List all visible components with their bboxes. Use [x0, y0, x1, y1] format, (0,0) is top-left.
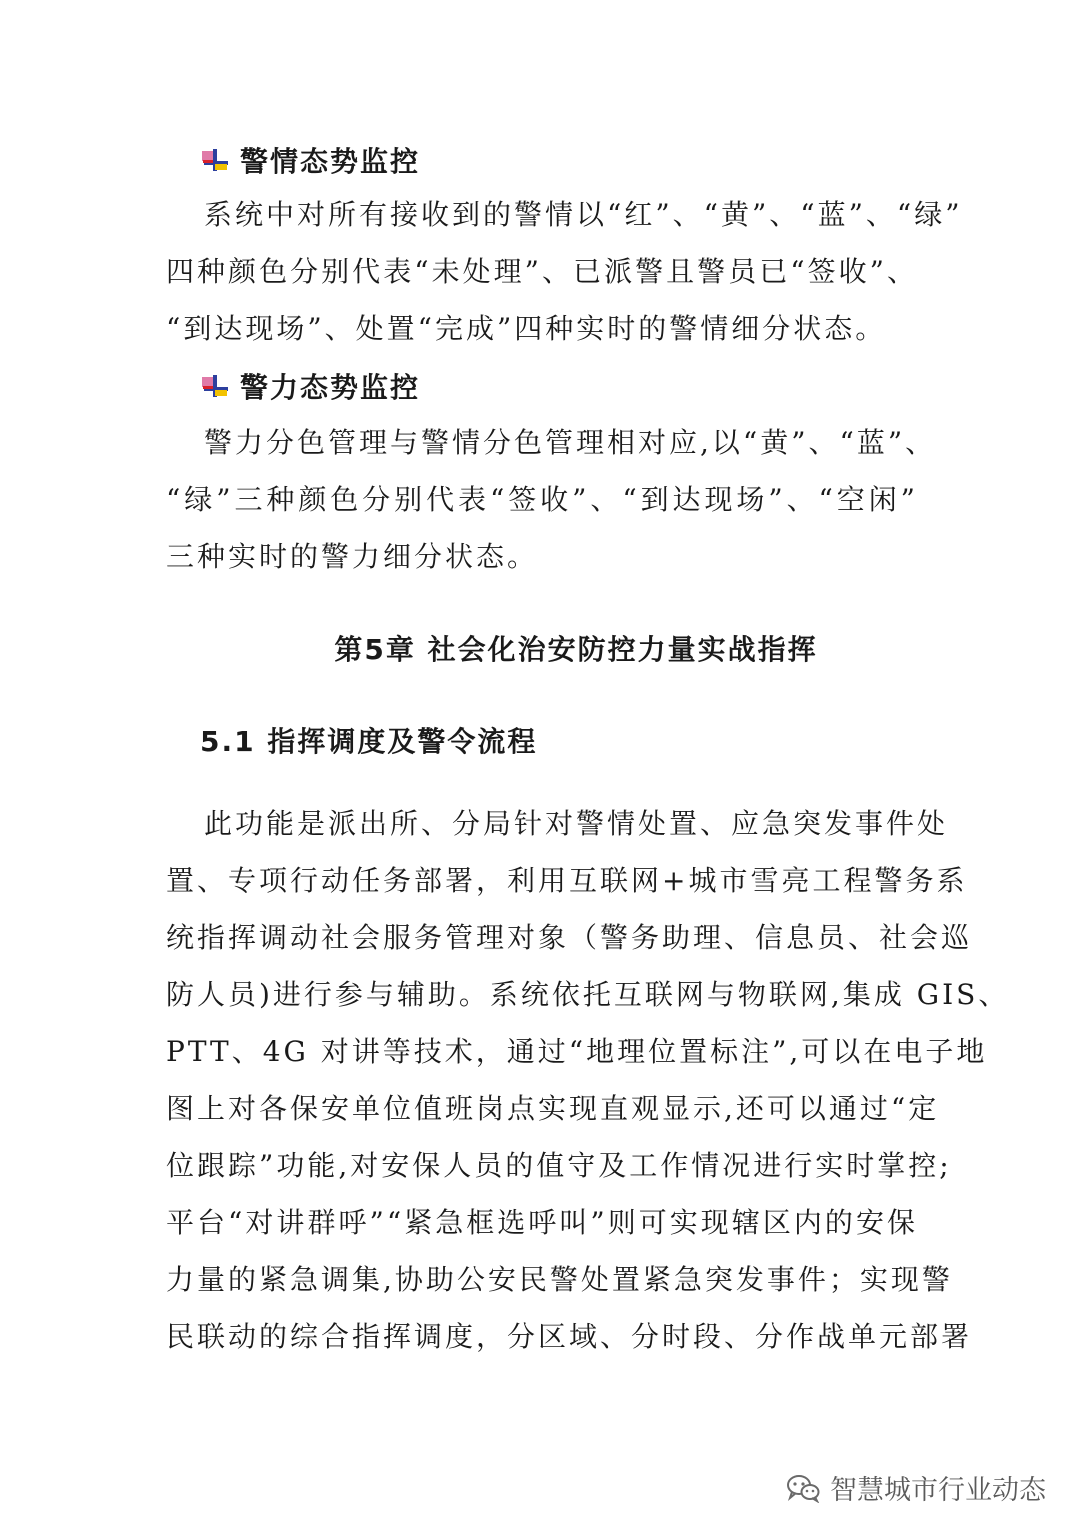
section-5-1-paragraph	[166, 795, 1010, 1365]
alarm-situation-heading-text: 警情态势监控	[240, 145, 421, 178]
paragraph-line: 置、专项行动任务部署，利用互联网+城市雪亮工程警务系	[166, 864, 968, 897]
paragraph-line: 民联动的综合指挥调度，分区域、分时段、分作战单元部署	[166, 1320, 973, 1353]
wechat-icon	[786, 1473, 820, 1503]
paragraph-line: 统指挥调动社会服务管理对象（警务助理、信息员、社会巡	[166, 921, 973, 954]
police-force-situation-heading	[200, 364, 420, 408]
paragraph-line: 系统中对所有接收到的警情以“红”、“黄”、“蓝”、“绿”	[204, 198, 963, 231]
chapter-title: 第5章 社会化治安防控力量实战指挥	[334, 633, 818, 666]
paragraph-line: 三种实时的警力细分状态。	[166, 540, 539, 573]
paragraph-line: 位跟踪”功能,对安保人员的值守及工作情况进行实时掌控;	[166, 1149, 952, 1182]
paragraph-line: “到达现场”、处置“完成”四种实时的警情细分状态。	[166, 312, 887, 345]
bullet-cross-icon	[200, 145, 230, 175]
bullet-cross-icon	[200, 371, 230, 401]
paragraph-line: 图上对各保安单位值班岗点实现直观显示,还可以通过“定	[166, 1092, 940, 1125]
police-force-situation-paragraph	[166, 414, 937, 585]
alarm-situation-heading	[200, 138, 420, 182]
paragraph-line: PTT、4G 对讲等技术，通过“地理位置标注”,可以在电子地	[166, 1035, 988, 1068]
paragraph-line: 此功能是派出所、分局针对警情处置、应急突发事件处	[204, 807, 949, 840]
watermark	[786, 1468, 1046, 1507]
paragraph-line: “绿”三种颜色分别代表“签收”、“到达现场”、“空闲”	[166, 483, 918, 516]
alarm-situation-paragraph	[166, 186, 963, 357]
police-force-situation-heading-text: 警力态势监控	[240, 371, 421, 404]
paragraph-line: 警力分色管理与警情分色管理相对应,以“黄”、“蓝”、	[204, 426, 937, 459]
paragraph-line: 四种颜色分别代表“未处理”、已派警且警员已“签收”、	[166, 255, 918, 288]
section-title: 5.1 指挥调度及警令流程	[200, 725, 538, 758]
paragraph-line: 平台“对讲群呼”“紧急框选呼叫”则可实现辖区内的安保	[166, 1206, 918, 1239]
watermark-text: 智慧城市行业动态	[830, 1475, 1046, 1506]
paragraph-line: 防人员)进行参与辅助。系统依托互联网与物联网,集成 GIS、	[166, 978, 1010, 1011]
paragraph-line: 力量的紧急调集,协助公安民警处置紧急突发事件；实现警	[166, 1263, 953, 1296]
